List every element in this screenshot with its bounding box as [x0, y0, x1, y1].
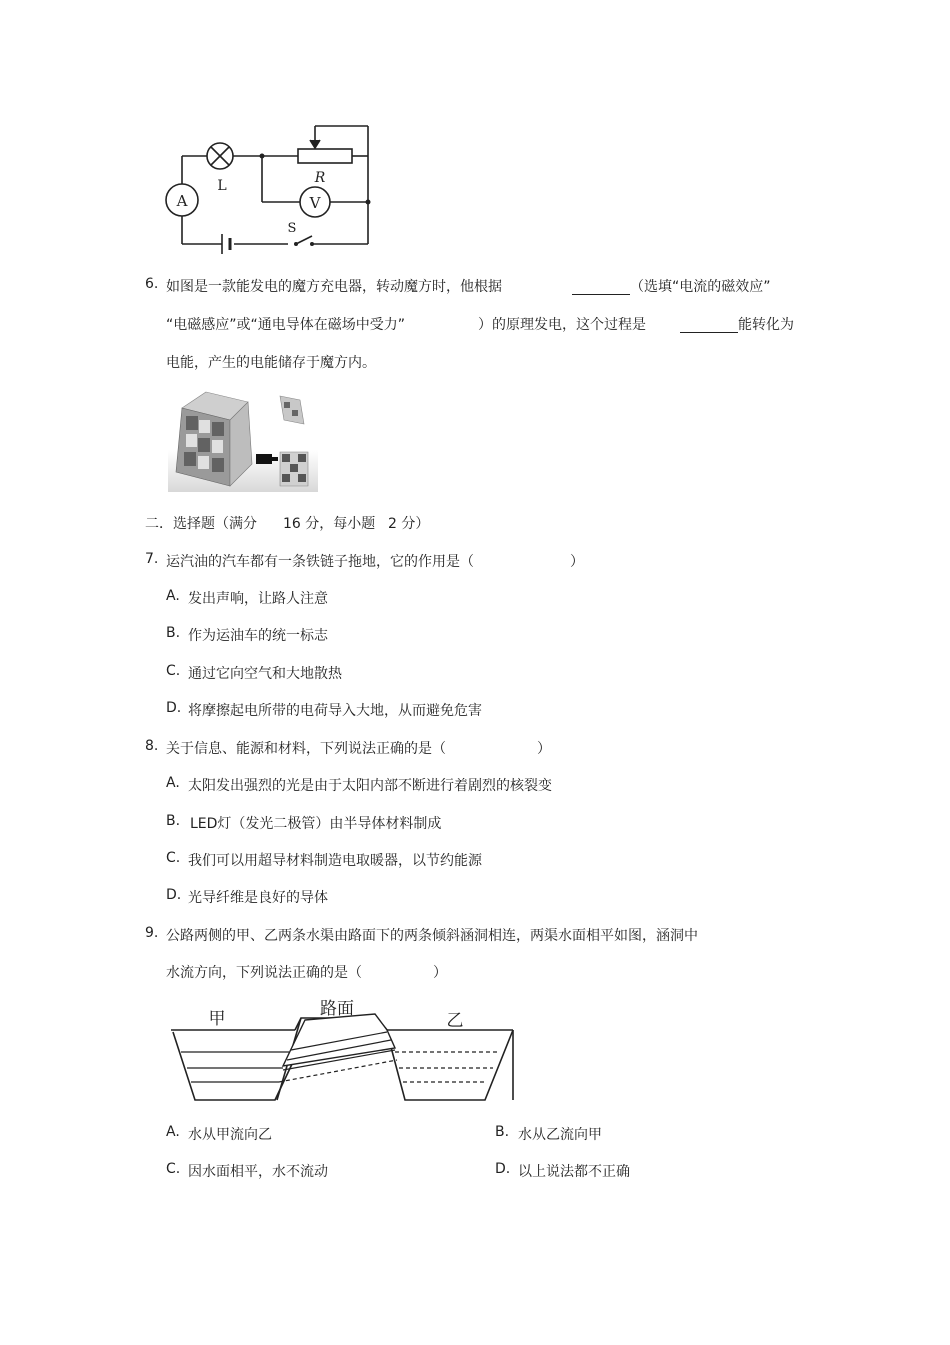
question-paren-close: ）: [570, 554, 584, 570]
question-paren-close: ）: [537, 741, 551, 757]
option-text: 作为运油车的统一标志: [188, 628, 328, 644]
question-number: 9.: [145, 925, 159, 941]
option-letter: A.: [166, 588, 180, 604]
option-letter: A.: [166, 775, 180, 791]
question-number: 7.: [145, 551, 159, 567]
question-stem: 运汽油的汽车都有一条铁链子拖地，它的作用是（: [166, 554, 474, 570]
section-score: 16 分，每小题: [283, 516, 376, 532]
option-text: LED灯（发光二极管）由半导体材料制成: [190, 816, 442, 832]
canal-culvert-diagram: [165, 996, 520, 1108]
option-letter: A.: [166, 1124, 180, 1140]
ammeter-label: A: [176, 192, 188, 210]
question-text: （选填“电流的磁效应”: [630, 279, 771, 295]
option-letter: D.: [495, 1161, 511, 1177]
answer-blank-1[interactable]: [572, 280, 630, 295]
option-text: 将摩擦起电所带的电荷导入大地，从而避免危害: [188, 703, 482, 719]
question-number: 6.: [145, 276, 159, 292]
question-stem: 水流方向，下列说法正确的是（: [166, 965, 362, 981]
question-text: 电能，产生的电能储存于魔方内。: [166, 355, 376, 371]
magic-cube-charger-image: [168, 390, 318, 492]
question-number: 8.: [145, 738, 159, 754]
switch-label: S: [287, 221, 297, 236]
option-text: 发出声响，让路人注意: [188, 591, 328, 607]
option-letter: B.: [495, 1124, 510, 1140]
option-text: 水从甲流向乙: [188, 1127, 272, 1143]
circuit-diagram: [160, 118, 390, 258]
option-text: 因水面相平，水不流动: [188, 1164, 328, 1180]
lamp-label: L: [217, 178, 227, 194]
road-label: 路面: [320, 999, 354, 1019]
canal-yi-label: 乙: [446, 1011, 464, 1031]
option-letter: B.: [166, 625, 181, 641]
question-text: “电磁感应”或“通电导体在磁场中受力”: [166, 317, 406, 333]
section-each-score: 2 分）: [388, 516, 430, 532]
option-text: 太阳发出强烈的光是由于太阳内部不断进行着剧烈的核裂变: [188, 778, 552, 794]
option-text: 以上说法都不正确: [518, 1164, 630, 1180]
canal-jia-label: 甲: [208, 1009, 226, 1029]
option-text: 通过它向空气和大地散热: [188, 666, 342, 682]
option-letter: B.: [166, 813, 181, 829]
option-text: 光导纤维是良好的导体: [188, 890, 328, 906]
option-text: 我们可以用超导材料制造电取暖器，以节约能源: [188, 853, 482, 869]
question-text: 能转化为: [738, 317, 794, 333]
question-paren-close: ）: [433, 965, 447, 981]
answer-blank-2[interactable]: [680, 318, 738, 333]
resistor-label: R: [314, 170, 326, 186]
option-text: 水从乙流向甲: [518, 1127, 602, 1143]
section-title: 二．选择题（满分: [145, 516, 257, 532]
option-letter: D.: [166, 700, 182, 716]
option-letter: C.: [166, 1161, 181, 1177]
question-text: 如图是一款能发电的魔方充电器，转动魔方时，他根据: [166, 279, 502, 295]
option-letter: C.: [166, 850, 181, 866]
option-letter: D.: [166, 887, 182, 903]
question-text: ）的原理发电，这个过程是: [478, 317, 646, 333]
question-stem: 公路两侧的甲、乙两条水渠由路面下的两条倾斜涵洞相连，两渠水面相平如图，涵洞中: [166, 928, 698, 944]
question-stem: 关于信息、能源和材料，下列说法正确的是（: [166, 741, 446, 757]
voltmeter-label: V: [309, 194, 321, 212]
option-letter: C.: [166, 663, 181, 679]
